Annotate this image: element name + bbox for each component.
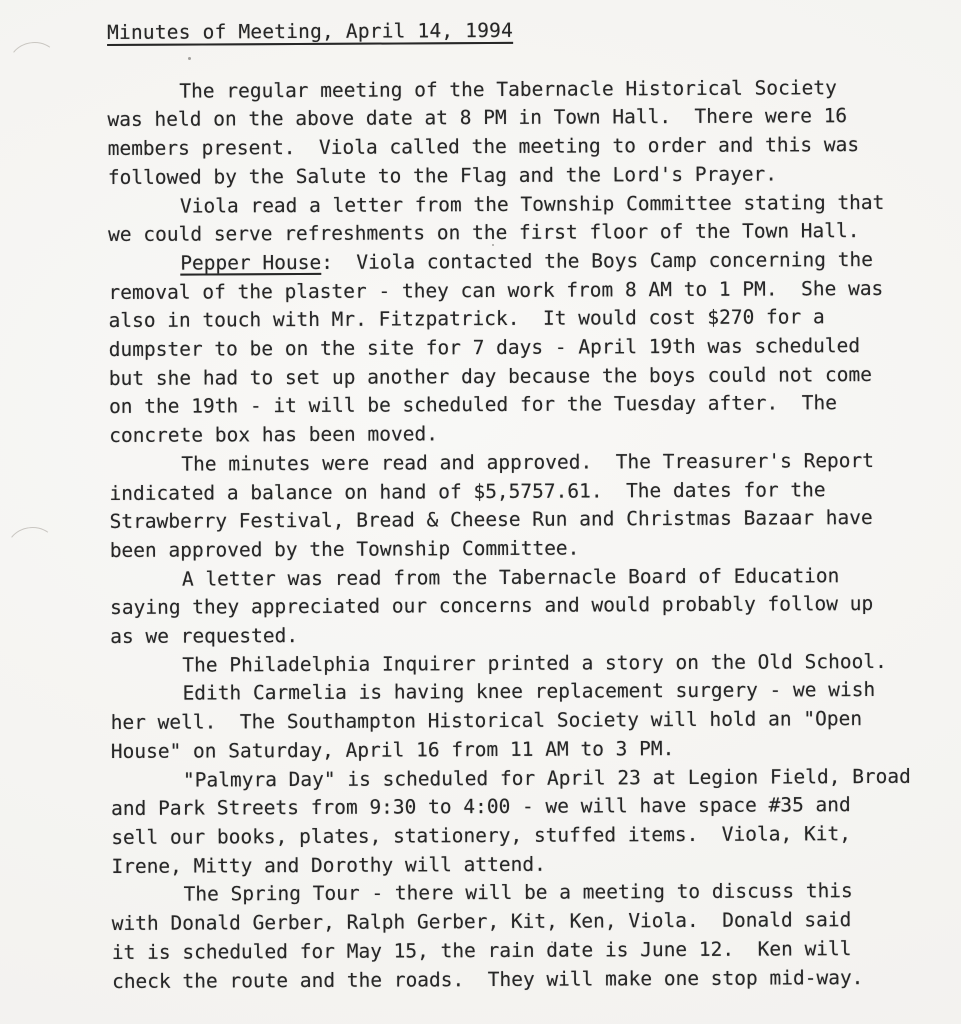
punch-hole-mark-middle-icon — [3, 524, 61, 579]
paragraph-spring-tour — [112, 877, 913, 996]
paragraph-text: The Philadelphia Inquirer printed a story on the Old School. — [182, 649, 887, 677]
paragraph-text: : Viola contacted the Boys Camp concerning the removal of the plaster - they can work from 8 AM to 1 PM. She was also in touch with Mr. Fitzpatrick. It would cost $270 for a dumpster to be on the site for 7 days - April 19th was scheduled but she had to set up another day because the boys could not come on the 19th - it will be scheduled for the Tuesday after. The concrete box has been moved. — [108, 247, 884, 448]
paragraph-heading-pepper-house: Pepper House — [180, 250, 322, 275]
punch-hole-mark-top-icon — [5, 39, 63, 94]
document-content — [107, 15, 912, 996]
paragraph-inquirer-story — [110, 648, 910, 681]
paragraph-text: "Palmyra Day" is scheduled for April 23 at Legion Field, Broad and Park Streets from 9:30 to 4:00 - we will have space #35 and sell our books, plates, stationery, stuffed items. Viola, Kit, Irene, Mitty and Dorothy will attend. — [111, 764, 911, 878]
paragraph-board-of-education — [110, 561, 910, 651]
paragraph-text: The Spring Tour - there will be a meeting to discuss this with Donald Gerber, Ralph Gerber, Kit, Ken, Viola. Donald said it is scheduled for May 15, the rain date is June 12. Ken will check the route and the roads. They will make one stop mid-way. — [111, 879, 864, 993]
paragraph-edith-open-house — [110, 676, 910, 766]
paragraph-treasurers-report — [109, 447, 910, 566]
paragraph-township-letter — [108, 188, 908, 250]
paragraph-text: Viola read a letter from the Township Committee stating that we could serve refreshments on the first floor of the Town Hall. — [108, 190, 885, 247]
paragraph-text: A letter was read from the Tabernacle Board of Education saying they appreciated our concerns and would probably follow up as we requested. — [110, 563, 874, 649]
paragraph-text: Edith Carmelia is having knee replacement surgery - we wish her well. The Southampton Historical Society will hold an "Open House" on Saturday, April 16 from 11 AM to 3 PM. — [110, 678, 876, 763]
paragraph-text: The regular meeting of the Tabernacle Historical Society was held on the above date at 8 PM in Town Hall. There were 16 members present. Viola called the meeting to order and this was followed by the Salute to the Flag and the Lord's Prayer. — [107, 75, 860, 189]
document-title: Minutes of Meeting, April 14, 1994 — [107, 18, 514, 44]
paragraph-palmyra-day — [111, 762, 912, 881]
paragraph-pepper-house — [108, 246, 909, 451]
paragraph-opening — [107, 74, 908, 193]
paragraph-text: The minutes were read and approved. The Treasurer's Report indicated a balance on hand of $5,5757.61. The dates for the Strawberry Festival, Bread & Cheese Run and Christmas Bazaar have been approved by the Township Committee. — [109, 448, 875, 562]
